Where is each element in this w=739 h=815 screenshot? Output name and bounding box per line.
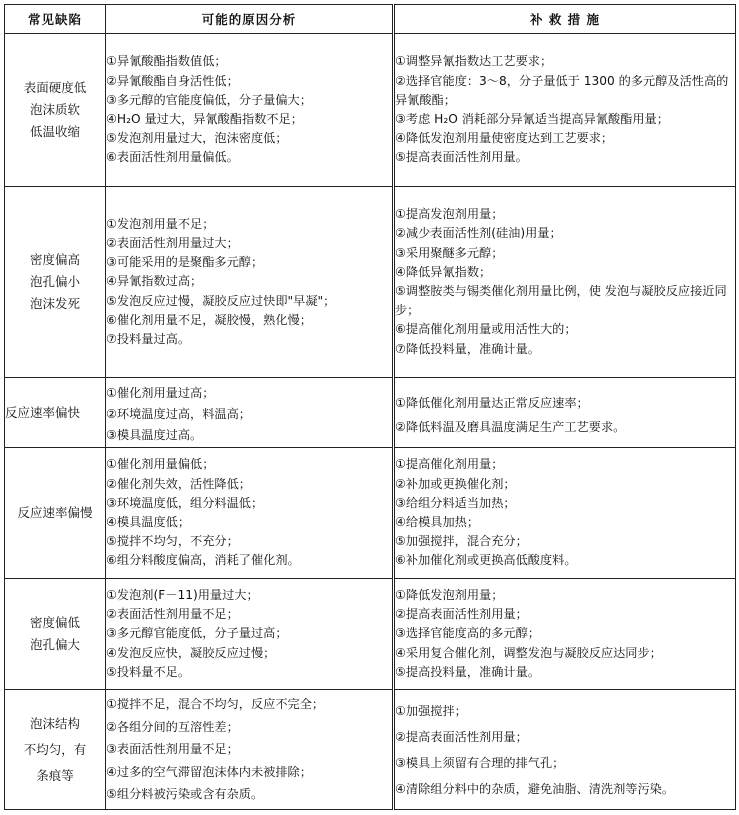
remedy-item: ⑤提高表面活性剂用量。 <box>395 150 528 165</box>
remedy-item: ④采用复合催化剂，调整发泡与凝胶反应达同步； <box>395 645 662 660</box>
remedy-item: ④降低发泡剂用量使密度达到工艺要求； <box>395 131 614 146</box>
defect-label: 泡孔偏小 <box>29 274 80 289</box>
cause-item: ⑤组分料被污染或含有杂质。 <box>106 787 264 802</box>
cause-item: ①发泡剂用量不足； <box>106 216 215 231</box>
remedy-item: ②降低料温及磨具温度满足生产工艺要求。 <box>395 420 626 434</box>
cause-item: ①异氰酸酯指数值低； <box>106 54 227 69</box>
defect-cell <box>5 690 106 810</box>
table-row <box>5 187 736 378</box>
defect-remedy-table <box>4 4 736 810</box>
defect-label: 泡沫发死 <box>29 296 80 311</box>
defect-label: 不均匀，有 <box>23 741 87 757</box>
cause-cell <box>106 448 394 579</box>
cause-item: ④过多的空气滞留泡沫体内未被排除； <box>106 764 312 779</box>
cause-cell <box>106 690 394 810</box>
cause-item: ③可能采用的是聚酯多元醇； <box>106 255 264 270</box>
remedy-item: ①降低发泡剂用量； <box>395 587 504 602</box>
cause-item: ⑤发泡剂用量过大，泡沫密度低； <box>106 131 288 146</box>
remedy-cell <box>394 187 736 378</box>
remedy-item: ③选择官能度高的多元醇； <box>395 626 540 641</box>
table-row <box>5 579 736 690</box>
remedy-item: ⑥提高催化剂用量或用活性大的； <box>395 322 577 337</box>
cause-item: ⑦投料量过高。 <box>106 332 191 346</box>
remedy-item: ③模具上须留有合理的排气孔； <box>395 755 565 770</box>
cause-item: ④模具温度低； <box>106 515 191 529</box>
cause-cell <box>106 34 394 187</box>
defect-label: 泡沫质软 <box>29 102 80 117</box>
cause-cell <box>106 378 394 448</box>
cause-item: ②环境温度过高，料温高； <box>106 406 251 421</box>
defect-cell <box>5 579 106 690</box>
remedy-item: ①调整异氰指数达工艺要求； <box>395 54 553 69</box>
remedy-item: ④给模具加热； <box>395 515 480 529</box>
defect-label: 反应速率偏快 <box>5 404 81 420</box>
remedy-item: ②提高表面活性剂用量； <box>395 607 528 622</box>
remedy-item: ④降低异氰指数； <box>395 264 492 279</box>
table-row <box>5 448 736 579</box>
defect-cell <box>5 187 106 378</box>
cause-cell <box>106 579 394 690</box>
remedy-item: ③采用聚醚多元醇； <box>395 245 504 260</box>
cause-item: ③环境温度低，组分料温低； <box>106 495 264 510</box>
defect-cell <box>5 448 106 579</box>
header-cause: 可能的原因分析 <box>106 5 394 34</box>
cause-item: ②表面活性剂用量过大； <box>106 235 239 250</box>
defect-label: 反应速率偏慢 <box>17 505 93 520</box>
cause-item: ②各组分间的互溶性差； <box>106 719 239 734</box>
cause-item: ③表面活性剂用量不足； <box>106 742 239 757</box>
table-row <box>5 690 736 810</box>
cause-item: ①催化剂用量过高； <box>106 385 215 400</box>
remedy-cell <box>394 579 736 690</box>
remedy-item: ①降低催化剂用量达正常反应速率； <box>395 396 589 410</box>
remedy-cell <box>394 34 736 187</box>
cause-item: ④异氰指数过高； <box>106 274 203 289</box>
cause-item: ⑤发泡反应过慢，凝胶反应过快即"早凝"； <box>106 293 336 308</box>
defect-label: 条痕等 <box>36 767 74 783</box>
cause-item: ④H₂O 量过大，异氰酸酯指数不足； <box>106 112 303 126</box>
remedy-item: ⑤加强搅拌，混合充分； <box>395 534 528 549</box>
cause-item: ⑤投料量不足。 <box>106 664 191 679</box>
remedy-item: ②提高表面活性剂用量； <box>395 729 528 744</box>
header-remedy: 补 救 措 施 <box>394 5 736 34</box>
remedy-cell <box>394 378 736 448</box>
remedy-item: ②补加或更换催化剂； <box>395 476 516 491</box>
cause-item: ⑥表面活性剂用量偏低。 <box>106 150 239 165</box>
remedy-item: ⑤调整胺类与锡类催化剂用量比例，使 发泡与凝胶反应接近同步； <box>395 284 727 318</box>
remedy-cell <box>394 690 736 810</box>
defect-label: 密度偏低 <box>29 615 80 630</box>
defect-label: 泡孔偏大 <box>29 637 80 652</box>
remedy-item: ②选择官能度：3～8，分子量低于 1300 的多元醇及活性高的异氰酸酯； <box>395 73 729 107</box>
cause-item: ⑤搅拌不均匀，不充分； <box>106 534 239 549</box>
remedy-item: ②减少表面活性剂(硅油)用量； <box>395 226 562 241</box>
remedy-item: ③给组分料适当加热； <box>395 495 516 510</box>
remedy-item: ⑥补加催化剂或更换高低酸度料。 <box>395 553 577 568</box>
remedy-item: ⑦降低投料量，准确计量。 <box>395 341 540 356</box>
defect-label: 表面硬度低 <box>23 80 87 95</box>
cause-item: ③多元醇的官能度偏低，分子量偏大； <box>106 92 312 107</box>
cause-item: ②催化剂失效，活性降低； <box>106 476 251 491</box>
cause-item: ①催化剂用量偏低； <box>106 457 215 472</box>
remedy-item: ③考虑 H₂O 消耗部分异氰适当提高异氰酸酯用量； <box>395 112 669 126</box>
table-row <box>5 34 736 187</box>
table-header-row <box>5 5 736 34</box>
defect-label: 密度偏高 <box>29 252 80 267</box>
remedy-item: ①加强搅拌； <box>395 703 467 718</box>
cause-item: ②异氰酸酯自身活性低； <box>106 73 239 88</box>
cause-item: ③模具温度过高。 <box>106 427 203 442</box>
remedy-item: ①提高发泡剂用量； <box>395 207 504 222</box>
cause-item: ②表面活性剂用量不足； <box>106 607 239 622</box>
cause-item: ①搅拌不足，混合不均匀，反应不完全； <box>106 697 325 712</box>
cause-cell <box>106 187 394 378</box>
defect-cell <box>5 34 106 187</box>
header-defect: 常见缺陷 <box>5 5 106 34</box>
table-row <box>5 378 736 448</box>
cause-item: ③多元醇官能度低，分子量过高； <box>106 626 288 641</box>
cause-item: ①发泡剂(F－11)用量过大； <box>106 587 259 602</box>
defect-cell <box>5 378 106 448</box>
remedy-cell <box>394 448 736 579</box>
cause-item: ⑥组分料酸度偏高，消耗了催化剂。 <box>106 553 300 568</box>
remedy-item: ④清除组分料中的杂质，避免油脂、清洗剂等污染。 <box>395 781 675 796</box>
defect-label: 低温收缩 <box>29 124 80 139</box>
defect-label: 泡沫结构 <box>29 715 80 731</box>
remedy-item: ①提高催化剂用量； <box>395 457 504 472</box>
remedy-item: ⑤提高投料量，准确计量。 <box>395 664 540 679</box>
cause-item: ⑥催化剂用量不足，凝胶慢，熟化慢； <box>106 312 312 327</box>
cause-item: ④发泡反应快，凝胶反应过慢； <box>106 645 276 660</box>
